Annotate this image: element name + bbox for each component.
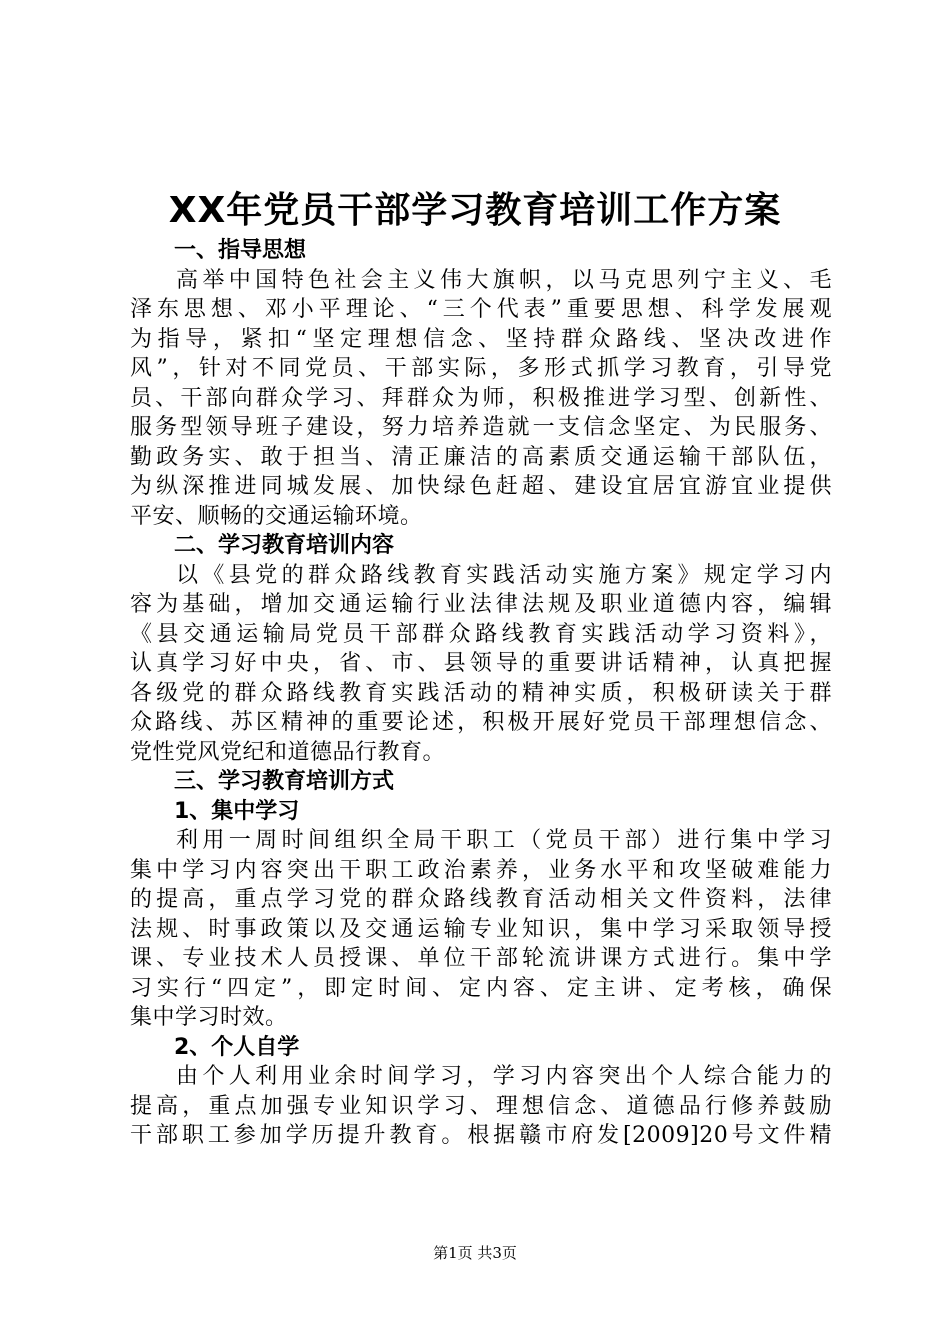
- paragraph-line: 党性党风党纪和道德品行教育。: [130, 739, 446, 765]
- section-heading: 一、指导思想: [174, 238, 307, 263]
- document-title: XX年党员干部学习教育培训工作方案: [168, 190, 782, 231]
- page-footer: 第1页 共3页: [433, 1244, 517, 1262]
- paragraph-line: 为指导，紧扣“坚定理想信念、坚持群众路线、坚决改进作: [130, 326, 832, 352]
- paragraph-line: 泽东思想、邓小平理论、“三个代表”重要思想、科学发展观: [130, 297, 832, 322]
- paragraph-line: 众路线、苏区精神的重要论述，积极开展好党员干部理想信念、: [130, 710, 832, 735]
- paragraph-line: 集中学习时效。: [130, 1005, 288, 1030]
- paragraph-line: 员、干部向群众学习、拜群众为师，积极推进学习型、创新性、: [130, 385, 832, 411]
- paragraph-line: 干部职工参加学历提升教育。根据赣市府发[2009]20号文件精: [130, 1123, 832, 1148]
- paragraph-line: 由个人利用业余时间学习，学习内容突出个人综合能力的: [176, 1064, 832, 1089]
- paragraph-line: 习实行“四定”，即定时间、定内容、定主讲、定考核，确保: [130, 975, 832, 1001]
- paragraph-line: 集中学习内容突出干职工政治素养，业务水平和攻坚破难能力: [130, 857, 832, 883]
- paragraph-line: 各级党的群众路线教育实践活动的精神实质，积极研读关于群: [130, 680, 832, 706]
- paragraph-line: 风”，针对不同党员、干部实际，多形式抓学习教育，引导党: [130, 356, 832, 381]
- paragraph-line: 利用一周时间组织全局干职工（党员干部）进行集中学习: [176, 828, 832, 853]
- paragraph-line: 服务型领导班子建设，努力培养造就一支信念坚定、为民服务、: [130, 415, 832, 440]
- document-body: [130, 236, 832, 1151]
- paragraph-line: 勤政务实、敢于担当、清正廉洁的高素质交通运输干部队伍，: [130, 444, 832, 470]
- paragraph-line: 课、专业技术人员授课、单位干部轮流讲课方式进行。集中学: [130, 946, 832, 971]
- section-heading: 二、学习教育培训内容: [174, 533, 395, 558]
- paragraph-line: 《县交通运输局党员干部群众路线教育实践活动学习资料》，: [130, 621, 832, 647]
- section-heading: 三、学习教育培训方式: [174, 769, 395, 794]
- paragraph-line: 法规、时事政策以及交通运输专业知识，集中学习采取领导授: [130, 916, 832, 942]
- paragraph-line: 提高，重点加强专业知识学习、理想信念、道德品行修养鼓励: [130, 1093, 832, 1119]
- paragraph-line: 平安、顺畅的交通运输环境。: [130, 503, 423, 529]
- paragraph-line: 认真学习好中央，省、市、县领导的重要讲话精神，认真把握: [130, 651, 832, 676]
- paragraph-line: 为纵深推进同城发展、加快绿色赶超、建设宜居宜游宜业提供: [130, 474, 832, 499]
- paragraph-line: 容为基础，增加交通运输行业法律法规及职业道德内容，编辑: [130, 592, 832, 617]
- section-heading: 1、集中学习: [174, 798, 300, 824]
- paragraph-line: 的提高，重点学习党的群众路线教育活动相关文件资料，法律: [130, 887, 832, 912]
- section-heading: 2、个人自学: [174, 1034, 300, 1060]
- paragraph-line: 高举中国特色社会主义伟大旗帜，以马克思列宁主义、毛: [176, 267, 832, 293]
- paragraph-line: 以《县党的群众路线教育实践活动实施方案》规定学习内: [176, 562, 832, 588]
